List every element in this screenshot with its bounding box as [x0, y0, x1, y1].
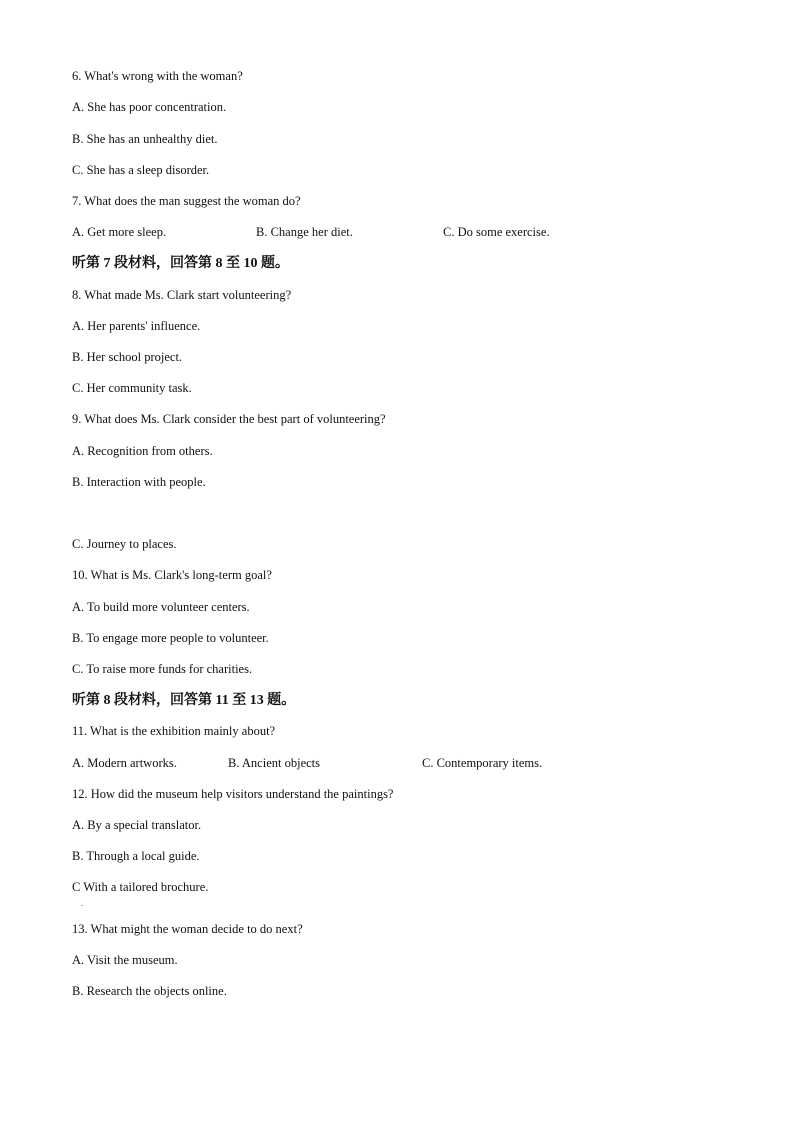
- question-9-option-b: B. Interaction with people.: [72, 475, 206, 489]
- question-12-option-b: B. Through a local guide.: [72, 849, 200, 863]
- question-7-option-b: B. Change her diet.: [256, 225, 353, 239]
- question-12-option-a: A. By a special translator.: [72, 818, 202, 832]
- question-8-option-a: A. Her parents' influence.: [72, 319, 201, 333]
- question-9-option-c: C. Journey to places.: [72, 537, 177, 551]
- question-10-option-a: A. To build more volunteer centers.: [72, 600, 250, 614]
- question-11: 11. What is the exhibition mainly about?: [72, 724, 276, 738]
- question-10: 10. What is Ms. Clark's long-term goal?: [72, 568, 272, 582]
- question-11-options: [72, 755, 732, 771]
- question-11-option-a: A. Modern artworks.: [72, 756, 177, 770]
- question-7-option-a: A. Get more sleep.: [72, 225, 167, 239]
- question-11-option-b: B. Ancient objects: [228, 756, 320, 770]
- question-13: 13. What might the woman decide to do next?: [72, 922, 303, 936]
- question-6-option-a: A. She has poor concentration.: [72, 100, 227, 114]
- question-12: 12. How did the museum help visitors understand the paintings?: [72, 787, 394, 801]
- question-7: 7. What does the man suggest the woman do?: [72, 194, 301, 208]
- question-6: 6. What's wrong with the woman?: [72, 69, 243, 83]
- question-10-option-c: C. To raise more funds for charities.: [72, 662, 253, 676]
- question-7-option-c: C. Do some exercise.: [443, 225, 550, 239]
- question-10-option-b: B. To engage more people to volunteer.: [72, 631, 269, 645]
- question-8-option-c: C. Her community task.: [72, 381, 192, 395]
- question-13-option-a: A. Visit the museum.: [72, 953, 178, 967]
- section-heading-8: 听第 8 段材料，回答第 11 至 13 题。: [72, 693, 296, 708]
- question-8: 8. What made Ms. Clark start volunteering?: [72, 288, 292, 302]
- question-13-option-b: B. Research the objects online.: [72, 984, 227, 998]
- question-9: 9. What does Ms. Clark consider the best part of volunteering?: [72, 412, 386, 426]
- question-9-option-a: A. Recognition from others.: [72, 444, 213, 458]
- section-heading-7: 听第 7 段材料，回答第 8 至 10 题。: [72, 256, 289, 271]
- question-7-options: [72, 224, 732, 240]
- question-6-option-c: C. She has a sleep disorder.: [72, 163, 210, 177]
- question-8-option-b: B. Her school project.: [72, 350, 183, 364]
- stray-mark: .: [81, 899, 83, 908]
- question-12-option-c: C With a tailored brochure.: [72, 880, 209, 894]
- question-6-option-b: B. She has an unhealthy diet.: [72, 132, 218, 146]
- question-11-option-c: C. Contemporary items.: [422, 756, 543, 770]
